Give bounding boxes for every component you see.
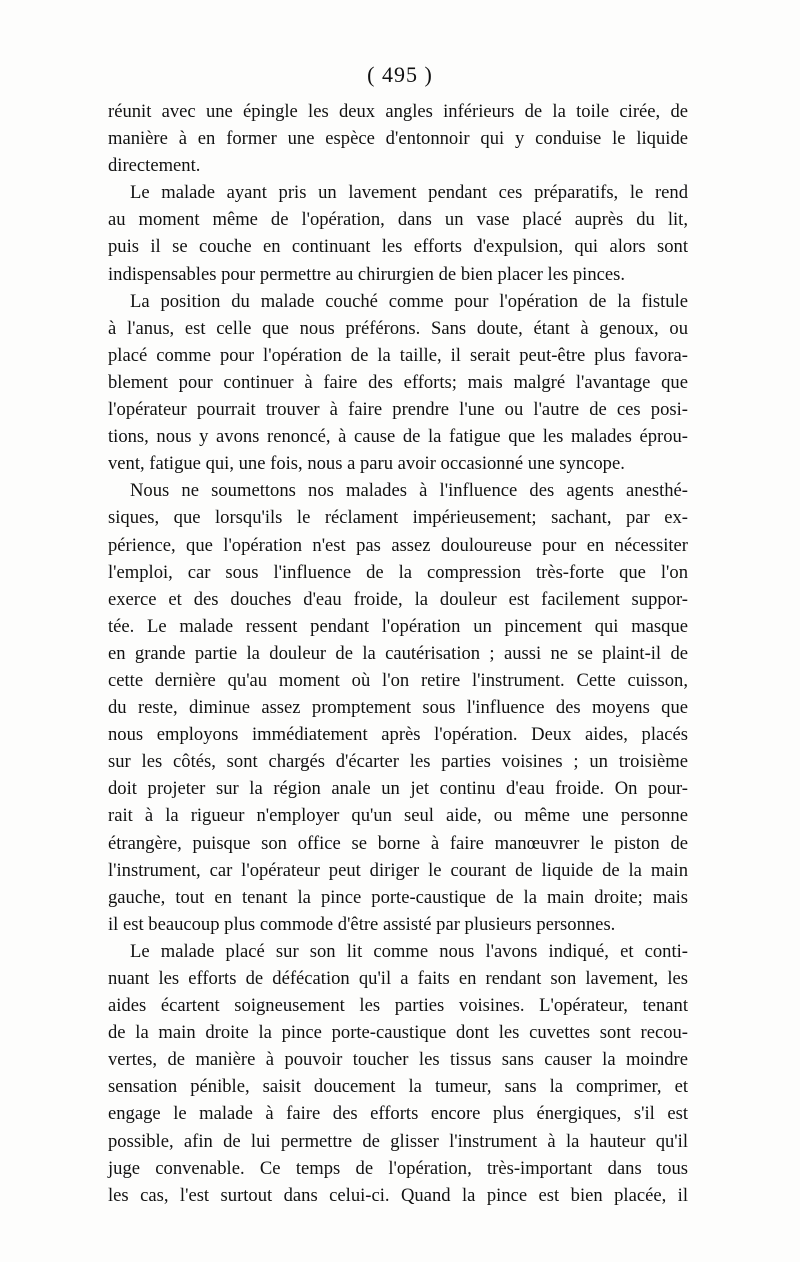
text-line: l'opérateur pourrait trouver à faire prendre l'une ou l'autre de ces posi- (108, 399, 688, 421)
text-line: siques, que lorsqu'ils le réclament impérieusement; sachant, par ex- (108, 507, 688, 529)
text-line: les cas, l'est surtout dans celui-ci. Quand la pince est bien placée, il (108, 1184, 688, 1206)
text-line: indispensables pour permettre au chirurgien de bien placer les pinces. (108, 263, 626, 285)
text-line: tions, nous y avons renoncé, à cause de la fatigue que les malades éprou- (108, 426, 688, 448)
text-line: Nous ne soumettons nos malades à l'influence des agents anesthé- (130, 480, 688, 502)
text-line: nuant les efforts de défécation qu'il a faits en rendant son lavement, les (108, 968, 688, 989)
text-line: rait à la rigueur n'employer qu'un seul aide, ou même une personne (108, 805, 688, 827)
text-line: possible, afin de lui permettre de glisser l'instrument à la hauteur qu'il (108, 1130, 688, 1152)
text-line: aides écartent soigneusement les parties voisines. L'opérateur, tenant (108, 995, 688, 1017)
text-line: placé comme pour l'opération de la taille, il serait peut-être plus favora- (108, 344, 688, 366)
text-line: gauche, tout en tenant la pince porte-caustique de la main droite; mais (108, 886, 688, 908)
text-line: vertes, de manière à pouvoir toucher les tissus sans causer la moindre (108, 1049, 688, 1071)
text-line: vent, fatigue qui, une fois, nous a paru avoir occasionné une syncope. (108, 453, 625, 475)
text-line: l'instrument, car l'opérateur peut diriger le courant de liquide de la main (108, 859, 688, 881)
text-line: de la main droite la pince porte-caustique dont les cuvettes sont recou- (108, 1022, 688, 1044)
text-line: exerce et des douches d'eau froide, la douleur est facilement suppor- (108, 588, 688, 610)
text-line: manière à en former une espèce d'entonnoir qui y conduise le liquide (108, 128, 688, 150)
text-line: cette dernière qu'au moment où l'on retire l'instrument. Cette cuisson, (108, 669, 688, 691)
text-line: étrangère, puisque son office se borne à faire manœuvrer le piston de (108, 832, 688, 854)
text-line: périence, que l'opération n'est pas assez douloureuse pour en nécessiter (108, 534, 688, 556)
text-line: tée. Le malade ressent pendant l'opération un pincement qui masque (108, 615, 688, 637)
text-line: blement pour continuer à faire des efforts; mais malgré l'avantage que (108, 371, 688, 393)
text-line: réunit avec une épingle les deux angles inférieurs de la toile cirée, de (108, 101, 688, 122)
text-line: nous employons immédiatement après l'opération. Deux aides, placés (108, 724, 688, 746)
text-line: au moment même de l'opération, dans un vase placé auprès du lit, (108, 209, 688, 231)
text-line: l'emploi, car sous l'influence de la compression très-forte que l'on (108, 561, 688, 583)
text-line: puis il se couche en continuant les efforts d'expulsion, qui alors sont (108, 236, 688, 258)
text-line: sur les côtés, sont chargés d'écarter les parties voisines ; un troisième (108, 751, 688, 773)
text-line: il est beaucoup plus commode d'être assisté par plusieurs personnes. (108, 913, 616, 935)
text-line: sensation pénible, saisit doucement la tumeur, sans la comprimer, et (108, 1076, 688, 1098)
text-line: doit projeter sur la région anale un jet continu d'eau froide. On pour- (108, 778, 688, 800)
text-line: engage le malade à faire des efforts encore plus énergiques, s'il est (108, 1103, 688, 1125)
body-text (108, 98, 688, 1209)
text-line: à l'anus, est celle que nous préférons. Sans doute, étant à genoux, ou (108, 317, 688, 339)
text-line: du reste, diminue assez promptement sous l'influence des moyens que (108, 697, 688, 719)
text-line: La position du malade couché comme pour l'opération de la fistule (130, 290, 688, 312)
page-number: ( 495 ) (367, 62, 433, 87)
text-line: juge convenable. Ce temps de l'opération, très-important dans tous (108, 1157, 688, 1179)
text-line: Le malade ayant pris un lavement pendant ces préparatifs, le rend (130, 182, 688, 204)
text-line: Le malade placé sur son lit comme nous l'avons indiqué, et conti- (130, 940, 688, 962)
text-line: directement. (108, 155, 201, 177)
text-line: en grande partie la douleur de la cautérisation ; aussi ne se plaint-il de (108, 642, 688, 664)
